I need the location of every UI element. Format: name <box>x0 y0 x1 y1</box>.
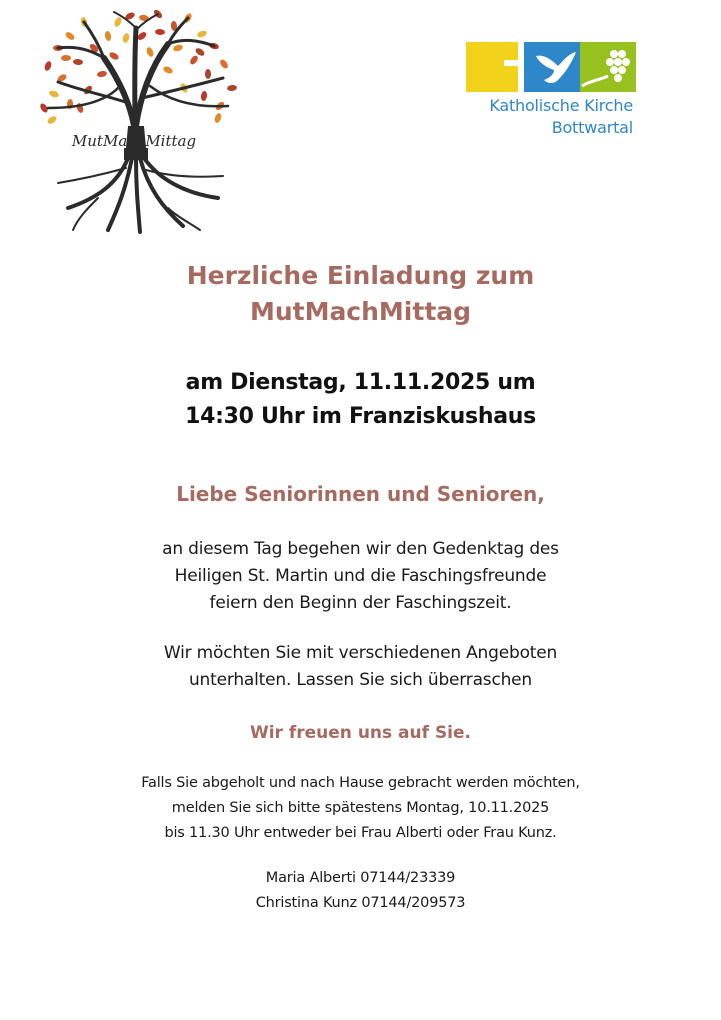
green-square <box>580 42 636 92</box>
cross-icon-stem <box>518 42 524 92</box>
leaf-icon <box>162 65 174 75</box>
event-date-location <box>0 366 721 434</box>
leaf-icon <box>227 84 238 91</box>
katholische-kirche-bottwartal-logo <box>464 40 640 140</box>
paragraph-line: unterhalten. Lassen Sie sich überraschen <box>188 670 533 690</box>
church-name-line1: Katholische Kirche <box>489 96 633 115</box>
leaf-icon <box>196 29 208 38</box>
leaf-icon <box>46 115 58 126</box>
mutmachmittag-tree-logo <box>18 8 250 236</box>
tree-roots <box>58 158 223 232</box>
pickup-line: bis 11.30 Uhr entweder bei Frau Alberti oder Frau Kunz. <box>164 825 557 841</box>
pickup-info <box>0 771 721 846</box>
leaf-icon <box>113 16 123 28</box>
leaf-icon <box>64 31 76 42</box>
paragraph-line: Wir möchten Sie mit verschiedenen Angeboten <box>163 643 558 663</box>
church-logo-mark <box>464 40 640 94</box>
leaf-icon <box>200 91 207 102</box>
contact-christina-kunz: Christina Kunz 07144/209573 <box>255 895 466 911</box>
body-paragraph-1 <box>0 536 721 617</box>
leaf-icon <box>122 32 130 43</box>
leaf-icon <box>108 51 120 61</box>
leaf-icon <box>61 55 71 61</box>
tree-logo-text: MutMachMittag <box>71 132 197 150</box>
leaf-icon <box>155 29 165 36</box>
leaf-icon <box>73 59 83 66</box>
body-paragraph-2 <box>0 640 721 694</box>
event-line: 14:30 Uhr im Franziskushaus <box>185 404 536 429</box>
closing-line: Wir freuen uns auf Sie. <box>249 723 472 743</box>
leaf-icon <box>145 46 154 58</box>
paragraph-line: Heiligen St. Martin und die Faschingsfreunde <box>174 566 547 586</box>
contact-maria-alberti: Maria Alberti 07144/23339 <box>265 870 456 886</box>
leaf-icon <box>172 44 183 53</box>
event-line: am Dienstag, 11.11.2025 um <box>185 370 536 395</box>
leaf-icon <box>205 69 211 79</box>
pickup-line: Falls Sie abgeholt und nach Hause gebracht werden möchten, <box>141 775 580 791</box>
paragraph-line: feiern den Beginn der Faschingszeit. <box>209 593 512 613</box>
leaf-icon <box>104 31 112 42</box>
leaf-icon <box>48 89 59 98</box>
church-name-line2: Bottwartal <box>551 118 633 137</box>
contact-list <box>0 866 721 916</box>
pickup-line: melden Sie sich bitte spätestens Montag, 10.11.2025 <box>171 800 550 816</box>
leaf-icon <box>189 54 200 66</box>
greeting: Liebe Seniorinnen und Senioren, <box>176 482 545 506</box>
leaf-icon <box>219 58 230 70</box>
heading-line: Herzliche Einladung zum <box>186 261 535 290</box>
leaf-icon <box>214 112 223 123</box>
paragraph-line: an diesem Tag begehen wir den Gedenktag des <box>162 539 559 559</box>
leaf-icon <box>43 60 52 71</box>
yellow-square <box>466 42 518 92</box>
invitation-heading <box>0 258 721 330</box>
tree-branches <box>48 12 228 126</box>
leaf-icon <box>96 70 107 78</box>
heading-line: MutMachMittag <box>249 297 472 326</box>
